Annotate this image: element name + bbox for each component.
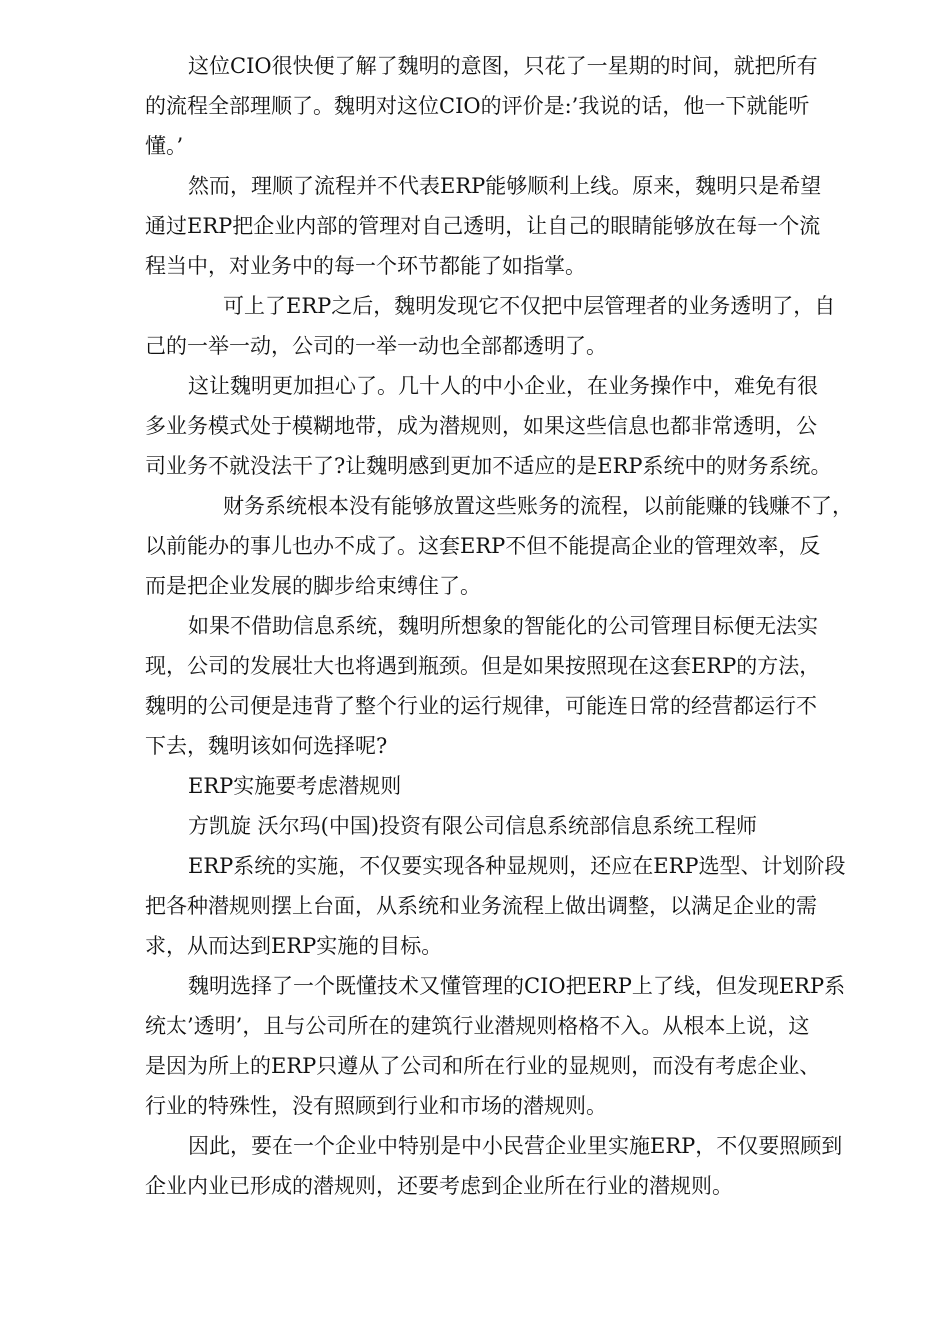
text-line: 是因为所上的ERP只遵从了公司和所在行业的显规则，而没有考虑企业、 <box>145 1054 821 1078</box>
text-line: 通过ERP把企业内部的管理对自己透明，让自己的眼睛能够放在每一个流 <box>145 214 821 238</box>
author-line: 方凯旋 沃尔玛(中国)投资有限公司信息系统部信息系统工程师 <box>188 814 758 838</box>
text-line: 把各种潜规则摆上台面，从系统和业务流程上做出调整，以满足企业的需 <box>145 894 817 918</box>
document-body <box>145 46 885 1206</box>
text-line: 以前能办的事儿也办不成了。这套ERP不但不能提高企业的管理效率，反 <box>145 534 821 558</box>
text-line: 统太’透明’，且与公司所在的建筑行业潜规则格格不入。从根本上说，这 <box>145 1014 810 1038</box>
text-line: 多业务模式处于模糊地带，成为潜规则，如果这些信息也都非常透明，公 <box>145 414 817 438</box>
text-line: 己的一举一动，公司的一举一动也全部都透明了。 <box>145 334 607 358</box>
text-line: 行业的特殊性，没有照顾到行业和市场的潜规则。 <box>145 1094 607 1118</box>
text-line: 懂。’ <box>145 134 184 158</box>
text-line: 魏明的公司便是违背了整个行业的运行规律，可能连日常的经营都运行不 <box>145 694 817 718</box>
text-line: 魏明选择了一个既懂技术又懂管理的CIO把ERP上了线，但发现ERP系 <box>188 974 846 998</box>
text-line: ERP系统的实施，不仅要实现各种显规则，还应在ERP选型、计划阶段 <box>188 854 846 878</box>
text-line: 财务系统根本没有能够放置这些账务的流程，以前能赚的钱赚不了， <box>223 494 853 518</box>
text-line: 现，公司的发展壮大也将遇到瓶颈。但是如果按照现在这套ERP的方法， <box>145 654 821 678</box>
text-line: 可上了ERP之后，魏明发现它不仅把中层管理者的业务透明了，自 <box>223 294 836 318</box>
text-line: 的流程全部理顺了。魏明对这位CIO的评价是:’我说的话，他一下就能听 <box>145 94 810 118</box>
text-line: 而是把企业发展的脚步给束缚住了。 <box>145 574 481 598</box>
text-line: 这位CIO很快便了解了魏明的意图，只花了一星期的时间，就把所有 <box>188 54 818 78</box>
text-line: 因此，要在一个企业中特别是中小民营企业里实施ERP，不仅要照顾到 <box>188 1134 843 1158</box>
text-line: 下去，魏明该如何选择呢? <box>145 734 388 758</box>
text-line: 司业务不就没法干了?让魏明感到更加不适应的是ERP系统中的财务系统。 <box>145 454 832 478</box>
text-line: 程当中，对业务中的每一个环节都能了如指掌。 <box>145 254 586 278</box>
text-line: 企业内业已形成的潜规则，还要考虑到企业所在行业的潜规则。 <box>145 1174 733 1198</box>
text-line: 求，从而达到ERP实施的目标。 <box>145 934 443 958</box>
text-line: 如果不借助信息系统，魏明所想象的智能化的公司管理目标便无法实 <box>188 614 818 638</box>
text-line: 这让魏明更加担心了。几十人的中小企业，在业务操作中，难免有很 <box>188 374 818 398</box>
text-line: 然而，理顺了流程并不代表ERP能够顺利上线。原来，魏明只是希望 <box>188 174 822 198</box>
section-heading: ERP实施要考虑潜规则 <box>188 774 402 798</box>
